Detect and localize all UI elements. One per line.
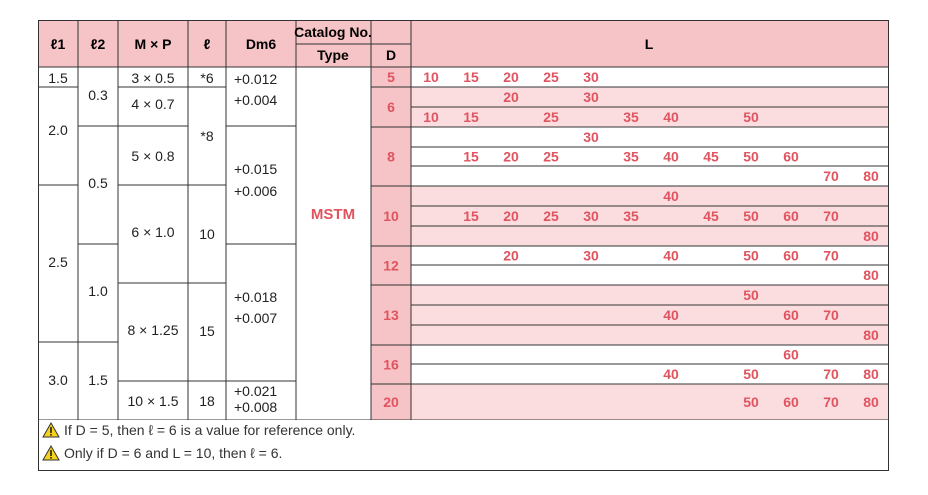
group-band xyxy=(411,285,888,345)
l-length-value: 50 xyxy=(743,247,759,264)
l-length-value: 20 xyxy=(503,148,519,165)
reference-note xyxy=(42,445,282,461)
header-L: L xyxy=(644,36,654,52)
l-length-value: 60 xyxy=(783,307,799,323)
l-length-value: 40 xyxy=(663,307,679,323)
l-length-value: 40 xyxy=(663,148,679,165)
l-value: *6 xyxy=(200,70,214,86)
l-length-value: 30 xyxy=(583,208,599,224)
l-length-value: 80 xyxy=(863,394,879,410)
d-value: 5 xyxy=(387,69,395,85)
l-length-value: 70 xyxy=(823,208,839,224)
l-length-value: 50 xyxy=(743,394,759,410)
l-length-value: 15 xyxy=(463,208,479,224)
l-length-value: 30 xyxy=(583,69,599,85)
l-length-value: 25 xyxy=(543,208,559,224)
l-length-value: 30 xyxy=(583,129,599,145)
l1-value: 3.0 xyxy=(48,372,68,388)
header-mxp: M × P xyxy=(134,36,172,52)
l-length-value: 45 xyxy=(703,208,719,224)
l-length-value: 60 xyxy=(783,394,799,410)
l-length-value: 25 xyxy=(543,109,559,125)
l-length-value: 50 xyxy=(743,109,759,125)
l1-value: 2.0 xyxy=(48,122,68,138)
note-text: Only if D = 6 and L = 10, then ℓ = 6. xyxy=(64,445,283,461)
dm6-upper: +0.021 xyxy=(234,383,278,399)
d-value: 16 xyxy=(383,356,399,373)
reference-note xyxy=(42,422,355,438)
l-length-value: 25 xyxy=(543,148,559,165)
l-length-value: 20 xyxy=(503,89,519,105)
l1-value: 2.5 xyxy=(48,254,68,270)
l-length-value: 20 xyxy=(503,208,519,224)
group-band xyxy=(411,384,888,420)
l-length-value: 70 xyxy=(823,168,839,184)
group-band xyxy=(411,186,888,246)
l-length-value: 70 xyxy=(823,307,839,323)
l-length-value: 35 xyxy=(623,208,639,224)
d-value: 10 xyxy=(383,208,399,224)
l-length-value: 25 xyxy=(543,69,559,85)
l-length-value: 30 xyxy=(583,89,599,105)
d-value: 20 xyxy=(383,394,399,410)
warning-icon xyxy=(42,445,60,461)
l-value: *8 xyxy=(200,128,214,144)
l-length-value: 10 xyxy=(423,109,439,125)
l-length-value: 40 xyxy=(663,188,679,204)
dm6-lower: +0.006 xyxy=(234,183,278,199)
l-length-value: 15 xyxy=(463,109,479,125)
dm6-lower: +0.004 xyxy=(234,92,278,108)
l-length-value: 15 xyxy=(463,148,479,165)
header-dm6: Dm6 xyxy=(245,36,277,52)
mxp-value: 10 × 1.5 xyxy=(127,393,179,409)
d-value: 12 xyxy=(383,257,399,274)
l-value: 10 xyxy=(199,226,215,242)
l-length-value: 60 xyxy=(783,208,799,224)
spec-table-container xyxy=(38,20,888,470)
l-length-value: 80 xyxy=(863,366,879,382)
header-l2: ℓ2 xyxy=(90,36,106,52)
dm6-upper: +0.018 xyxy=(234,289,278,305)
l1-value: 1.5 xyxy=(48,70,68,86)
d-value: 6 xyxy=(387,99,395,115)
dm6-lower: +0.008 xyxy=(234,399,278,415)
dm6-upper: +0.012 xyxy=(234,71,278,87)
l-value: 18 xyxy=(199,393,215,409)
warning-icon xyxy=(42,422,60,438)
mxp-value: 3 × 0.5 xyxy=(131,70,175,86)
l-length-value: 20 xyxy=(503,247,519,264)
dm6-lower: +0.007 xyxy=(234,310,278,326)
l-length-value: 50 xyxy=(743,366,759,382)
l-value: 15 xyxy=(199,323,215,339)
header-catalog-no: Catalog No. xyxy=(294,24,372,40)
l-length-value: 60 xyxy=(783,346,799,363)
l-length-value: 10 xyxy=(423,69,439,85)
l2-value: 0.5 xyxy=(88,175,108,191)
header-l1: ℓ1 xyxy=(50,36,66,52)
l-length-value: 80 xyxy=(863,327,879,343)
mxp-value: 8 × 1.25 xyxy=(127,322,179,338)
l-length-value: 45 xyxy=(703,148,719,165)
dm6-upper: +0.015 xyxy=(234,161,278,177)
l-length-value: 30 xyxy=(583,247,599,264)
l-length-value: 35 xyxy=(623,148,639,165)
mxp-value: 4 × 0.7 xyxy=(131,96,175,112)
d-value: 8 xyxy=(387,148,395,165)
header-l: ℓ xyxy=(203,36,211,52)
l-length-value: 20 xyxy=(503,69,519,85)
l2-value: 1.0 xyxy=(88,283,108,299)
d-value: 13 xyxy=(383,307,399,323)
l2-value: 0.3 xyxy=(88,87,108,103)
note-text: If D = 5, then ℓ = 6 is a value for reference only. xyxy=(64,422,356,438)
l-length-value: 80 xyxy=(863,267,879,283)
mxp-value: 6 × 1.0 xyxy=(131,224,175,240)
l-length-value: 50 xyxy=(743,148,759,165)
l-length-value: 60 xyxy=(783,148,799,165)
l-length-value: 15 xyxy=(463,69,479,85)
spec-table xyxy=(38,20,888,420)
l-length-value: 80 xyxy=(863,168,879,184)
l-length-value: 40 xyxy=(663,247,679,264)
l2-value: 1.5 xyxy=(88,372,108,388)
header-d: D xyxy=(385,47,397,63)
l-length-value: 70 xyxy=(823,394,839,410)
l-length-value: 35 xyxy=(623,109,639,125)
l-length-value: 40 xyxy=(663,109,679,125)
l-length-value: 70 xyxy=(823,247,839,264)
l-length-value: 50 xyxy=(743,287,759,303)
header-type: Type xyxy=(317,47,349,63)
type-value: MSTM xyxy=(310,206,356,223)
l-length-value: 60 xyxy=(783,247,799,264)
l-length-value: 50 xyxy=(743,208,759,224)
l-length-value: 70 xyxy=(823,366,839,382)
mxp-value: 5 × 0.8 xyxy=(131,148,175,164)
l-length-value: 80 xyxy=(863,228,879,244)
l-length-value: 40 xyxy=(663,366,679,382)
